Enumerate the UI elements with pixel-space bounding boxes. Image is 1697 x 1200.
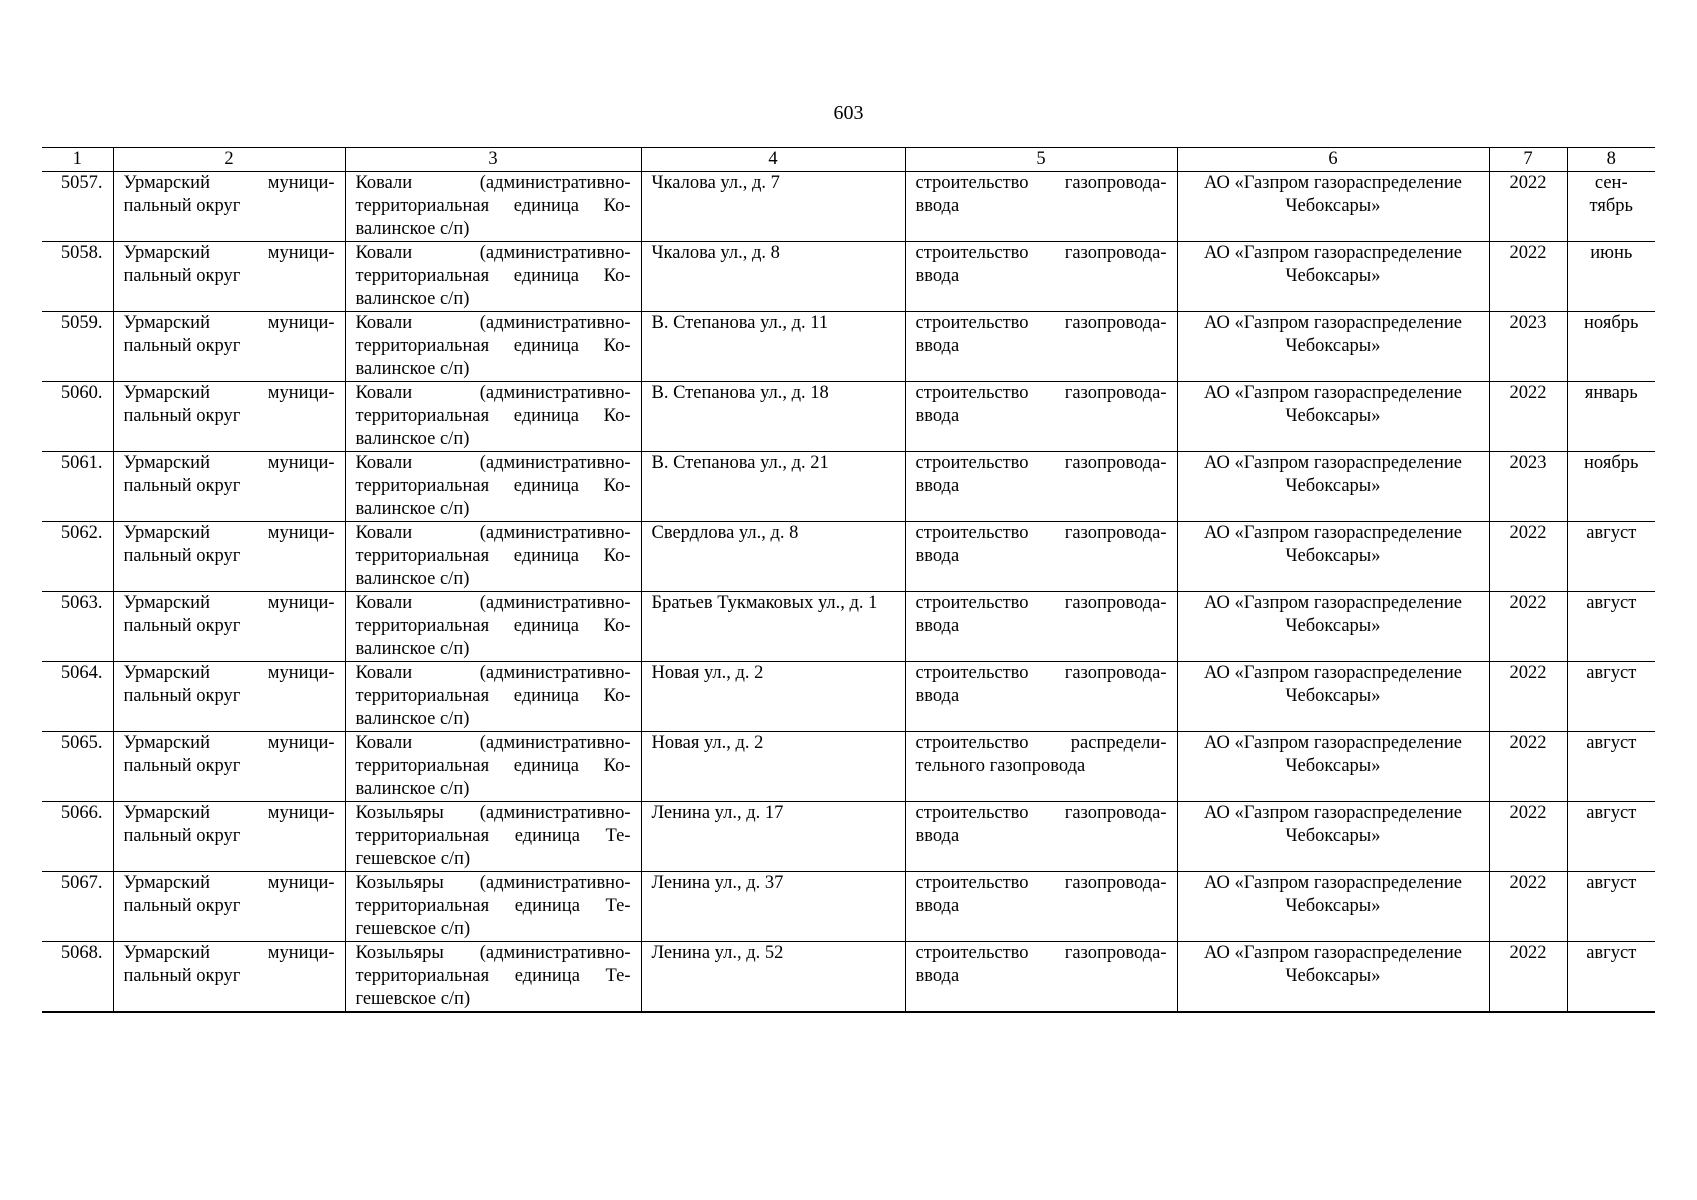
address-cell: Ленина ул., д. 37: [641, 872, 905, 942]
organization-cell: АО «Газпром газораспределение Чебоксары»: [1177, 872, 1489, 942]
address-cell: Новая ул., д. 2: [641, 662, 905, 732]
year-cell: 2023: [1489, 312, 1567, 382]
organization-cell: АО «Газпром газораспределение Чебоксары»: [1177, 452, 1489, 522]
year-cell: 2022: [1489, 172, 1567, 242]
year-cell: 2023: [1489, 452, 1567, 522]
organization-cell: АО «Газпром газораспределение Чебоксары»: [1177, 242, 1489, 312]
organization-cell: АО «Газпром газораспределение Чебоксары»: [1177, 662, 1489, 732]
month-cell: август: [1567, 662, 1655, 732]
settlement-cell: Ковали (административно-территориальная единица Ко-валинское с/п): [345, 452, 641, 522]
organization-cell: АО «Газпром газораспределение Чебоксары»: [1177, 942, 1489, 1013]
column-number-row: [42, 148, 1655, 172]
table-row: [42, 802, 1655, 872]
organization-cell: АО «Газпром газораспределение Чебоксары»: [1177, 732, 1489, 802]
district-cell: Урмарский муници-пальный округ: [113, 242, 345, 312]
month-cell: август: [1567, 592, 1655, 662]
table-row: [42, 452, 1655, 522]
year-cell: 2022: [1489, 242, 1567, 312]
organization-cell: АО «Газпром газораспределение Чебоксары»: [1177, 522, 1489, 592]
settlement-cell: Ковали (административно-территориальная единица Ко-валинское с/п): [345, 242, 641, 312]
year-cell: 2022: [1489, 592, 1567, 662]
row-number: 5068.: [42, 942, 113, 1013]
address-cell: В. Степанова ул., д. 21: [641, 452, 905, 522]
column-header: 7: [1489, 148, 1567, 172]
month-cell: август: [1567, 522, 1655, 592]
work-type-cell: строительство газопровода-ввода: [905, 382, 1177, 452]
table-row: [42, 242, 1655, 312]
month-cell: ноябрь: [1567, 312, 1655, 382]
table-row: [42, 942, 1655, 1013]
settlement-cell: Ковали (административно-территориальная единица Ко-валинское с/п): [345, 522, 641, 592]
month-cell: август: [1567, 942, 1655, 1013]
address-cell: Чкалова ул., д. 8: [641, 242, 905, 312]
page-number: 603: [833, 102, 864, 124]
district-cell: Урмарский муници-пальный округ: [113, 172, 345, 242]
month-cell: август: [1567, 732, 1655, 802]
row-number: 5067.: [42, 872, 113, 942]
table-row: [42, 382, 1655, 452]
register-table: [42, 147, 1655, 1013]
address-cell: Братьев Тукмаковых ул., д. 1: [641, 592, 905, 662]
row-number: 5065.: [42, 732, 113, 802]
table-row: [42, 172, 1655, 242]
work-type-cell: строительство газопровода-ввода: [905, 662, 1177, 732]
settlement-cell: Ковали (административно-территориальная единица Ко-валинское с/п): [345, 312, 641, 382]
district-cell: Урмарский муници-пальный округ: [113, 312, 345, 382]
work-type-cell: строительство газопровода-ввода: [905, 802, 1177, 872]
organization-cell: АО «Газпром газораспределение Чебоксары»: [1177, 312, 1489, 382]
address-cell: Новая ул., д. 2: [641, 732, 905, 802]
settlement-cell: Ковали (административно-территориальная единица Ко-валинское с/п): [345, 732, 641, 802]
district-cell: Урмарский муници-пальный округ: [113, 872, 345, 942]
settlement-cell: Ковали (административно-территориальная единица Ко-валинское с/п): [345, 172, 641, 242]
table-row: [42, 872, 1655, 942]
district-cell: Урмарский муници-пальный округ: [113, 662, 345, 732]
address-cell: Ленина ул., д. 52: [641, 942, 905, 1013]
table-row: [42, 662, 1655, 732]
settlement-cell: Козыльяры (административно-территориальная единица Те-гешевское с/п): [345, 942, 641, 1013]
district-cell: Урмарский муници-пальный округ: [113, 382, 345, 452]
organization-cell: АО «Газпром газораспределение Чебоксары»: [1177, 802, 1489, 872]
work-type-cell: строительство газопровода-ввода: [905, 872, 1177, 942]
year-cell: 2022: [1489, 802, 1567, 872]
address-cell: В. Степанова ул., д. 18: [641, 382, 905, 452]
month-cell: июнь: [1567, 242, 1655, 312]
column-header: 6: [1177, 148, 1489, 172]
organization-cell: АО «Газпром газораспределение Чебоксары»: [1177, 172, 1489, 242]
column-header: 2: [113, 148, 345, 172]
month-cell: январь: [1567, 382, 1655, 452]
row-number: 5061.: [42, 452, 113, 522]
column-header: 8: [1567, 148, 1655, 172]
year-cell: 2022: [1489, 382, 1567, 452]
year-cell: 2022: [1489, 732, 1567, 802]
year-cell: 2022: [1489, 942, 1567, 1013]
work-type-cell: строительство газопровода-ввода: [905, 942, 1177, 1013]
settlement-cell: Козыльяры (административно-территориальная единица Те-гешевское с/п): [345, 802, 641, 872]
row-number: 5057.: [42, 172, 113, 242]
month-cell: ноябрь: [1567, 452, 1655, 522]
work-type-cell: строительство газопровода-ввода: [905, 172, 1177, 242]
district-cell: Урмарский муници-пальный округ: [113, 452, 345, 522]
table-row: [42, 592, 1655, 662]
table-row: [42, 522, 1655, 592]
district-cell: Урмарский муници-пальный округ: [113, 732, 345, 802]
table-row: [42, 732, 1655, 802]
district-cell: Урмарский муници-пальный округ: [113, 592, 345, 662]
organization-cell: АО «Газпром газораспределение Чебоксары»: [1177, 592, 1489, 662]
column-header: 3: [345, 148, 641, 172]
organization-cell: АО «Газпром газораспределение Чебоксары»: [1177, 382, 1489, 452]
work-type-cell: строительство газопровода-ввода: [905, 452, 1177, 522]
row-number: 5059.: [42, 312, 113, 382]
column-header: 1: [42, 148, 113, 172]
row-number: 5063.: [42, 592, 113, 662]
year-cell: 2022: [1489, 872, 1567, 942]
settlement-cell: Козыльяры (административно-территориальная единица Те-гешевское с/п): [345, 872, 641, 942]
column-header: 4: [641, 148, 905, 172]
row-number: 5060.: [42, 382, 113, 452]
table-row: [42, 312, 1655, 382]
address-cell: Чкалова ул., д. 7: [641, 172, 905, 242]
column-header: 5: [905, 148, 1177, 172]
address-cell: Ленина ул., д. 17: [641, 802, 905, 872]
district-cell: Урмарский муници-пальный округ: [113, 522, 345, 592]
year-cell: 2022: [1489, 662, 1567, 732]
district-cell: Урмарский муници-пальный округ: [113, 802, 345, 872]
settlement-cell: Ковали (административно-территориальная единица Ко-валинское с/п): [345, 382, 641, 452]
work-type-cell: строительство газопровода-ввода: [905, 312, 1177, 382]
district-cell: Урмарский муници-пальный округ: [113, 942, 345, 1013]
month-cell: август: [1567, 872, 1655, 942]
work-type-cell: строительство распредели-тельного газопровода: [905, 732, 1177, 802]
settlement-cell: Ковали (административно-территориальная единица Ко-валинское с/п): [345, 662, 641, 732]
work-type-cell: строительство газопровода-ввода: [905, 522, 1177, 592]
row-number: 5064.: [42, 662, 113, 732]
month-cell: август: [1567, 802, 1655, 872]
year-cell: 2022: [1489, 522, 1567, 592]
address-cell: Свердлова ул., д. 8: [641, 522, 905, 592]
month-cell: сен-тябрь: [1567, 172, 1655, 242]
settlement-cell: Ковали (административно-территориальная единица Ко-валинское с/п): [345, 592, 641, 662]
row-number: 5058.: [42, 242, 113, 312]
address-cell: В. Степанова ул., д. 11: [641, 312, 905, 382]
work-type-cell: строительство газопровода-ввода: [905, 242, 1177, 312]
work-type-cell: строительство газопровода-ввода: [905, 592, 1177, 662]
row-number: 5062.: [42, 522, 113, 592]
row-number: 5066.: [42, 802, 113, 872]
